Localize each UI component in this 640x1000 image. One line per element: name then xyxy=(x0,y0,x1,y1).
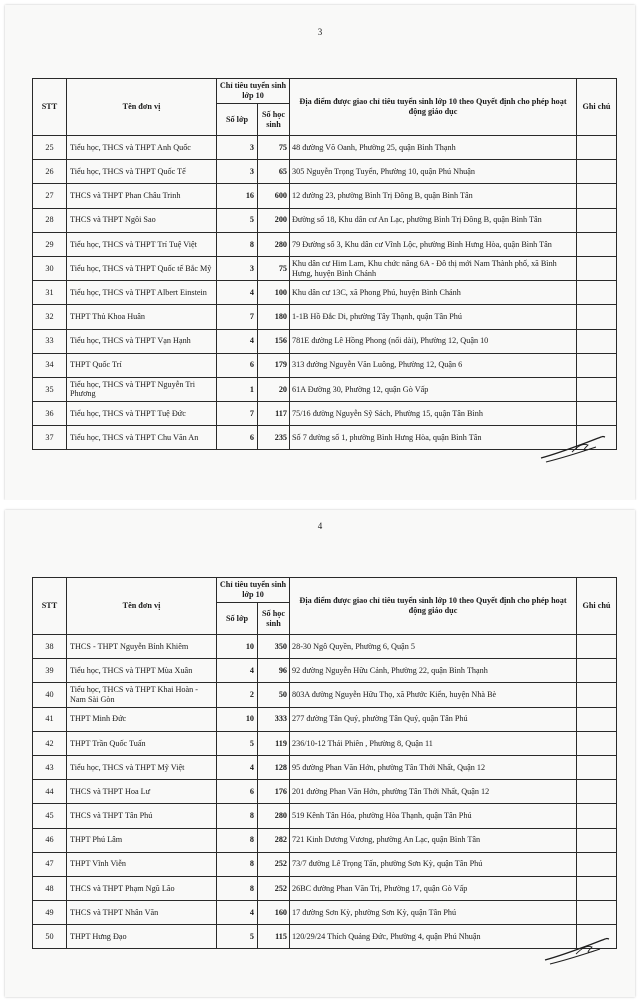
class-count: 4 xyxy=(217,281,258,305)
school-address: 95 đường Phan Văn Hớn, phường Tân Thới Nhất, Quận 12 xyxy=(290,755,577,779)
row-number: 32 xyxy=(33,305,67,329)
row-number: 46 xyxy=(33,828,67,852)
school-name: THPT Thủ Khoa Huân xyxy=(67,305,217,329)
table-row xyxy=(33,925,617,949)
student-count: 119 xyxy=(258,731,290,755)
school-address: 73/7 đường Lê Trọng Tấn, phường Sơn Kỳ, quận Tân Phú xyxy=(290,852,577,876)
student-count: 350 xyxy=(258,635,290,659)
row-number: 29 xyxy=(33,232,67,256)
school-name: THCS và THPT Phạm Ngũ Lão xyxy=(67,876,217,900)
row-number: 36 xyxy=(33,402,67,426)
page-number: 3 xyxy=(317,27,323,37)
student-count: 600 xyxy=(258,184,290,208)
class-count: 2 xyxy=(217,683,258,707)
student-count: 252 xyxy=(258,876,290,900)
student-count: 156 xyxy=(258,329,290,353)
page-number: 4 xyxy=(317,521,323,531)
school-name: THPT Vĩnh Viễn xyxy=(67,852,217,876)
note-cell xyxy=(577,305,617,329)
class-count: 8 xyxy=(217,852,258,876)
school-address: 17 đường Sơn Kỳ, phường Sơn Kỳ, quận Tân Phú xyxy=(290,901,577,925)
note-cell xyxy=(577,184,617,208)
school-address: 781E đường Lê Hồng Phong (nối dài), Phường 12, Quận 10 xyxy=(290,329,577,353)
class-count: 4 xyxy=(217,659,258,683)
class-count: 10 xyxy=(217,635,258,659)
row-number: 40 xyxy=(33,683,67,707)
student-count: 100 xyxy=(258,281,290,305)
school-name: Tiểu học, THCS và THPT Anh Quốc xyxy=(67,136,217,160)
note-cell xyxy=(577,208,617,232)
table-row xyxy=(33,281,617,305)
header-location: Địa điểm được giao chỉ tiêu tuyển sinh lớp 10 theo Quyết định cho phép hoạt động giáo dục xyxy=(290,578,577,635)
class-count: 4 xyxy=(217,329,258,353)
school-name: THPT Quốc Trí xyxy=(67,353,217,377)
table-row xyxy=(33,635,617,659)
class-count: 6 xyxy=(217,353,258,377)
class-count: 8 xyxy=(217,828,258,852)
class-count: 7 xyxy=(217,402,258,426)
header-note: Ghi chú xyxy=(577,79,617,136)
school-name: Tiểu học, THCS và THPT Chu Văn An xyxy=(67,426,217,450)
table-row xyxy=(33,731,617,755)
header-unit-name: Tên đơn vị xyxy=(67,578,217,635)
school-address: Khu dân cư 13C, xã Phong Phú, huyện Bình Chánh xyxy=(290,281,577,305)
school-name: THPT Hưng Đạo xyxy=(67,925,217,949)
school-name: THCS và THPT Hoa Lư xyxy=(67,780,217,804)
table-row xyxy=(33,683,617,707)
header-quota: Chỉ tiêu tuyển sinh lớp 10 xyxy=(217,578,290,603)
row-number: 39 xyxy=(33,659,67,683)
school-name: Tiểu học, THCS và THPT Quốc Tế xyxy=(67,160,217,184)
quota-table xyxy=(32,577,617,949)
header-students: Số học sinh xyxy=(258,603,290,635)
note-cell xyxy=(577,780,617,804)
note-cell xyxy=(577,828,617,852)
note-cell xyxy=(577,804,617,828)
note-cell xyxy=(577,901,617,925)
row-number: 27 xyxy=(33,184,67,208)
table-row xyxy=(33,353,617,377)
header-quota: Chỉ tiêu tuyển sinh lớp 10 xyxy=(217,79,290,104)
class-count: 6 xyxy=(217,780,258,804)
school-address: Đường số 18, Khu dân cư An Lạc, phường Bình Trị Đông B, quận Bình Tân xyxy=(290,208,577,232)
class-count: 10 xyxy=(217,707,258,731)
school-name: Tiểu học, THCS và THPT Quốc tế Bắc Mỹ xyxy=(67,256,217,280)
class-count: 4 xyxy=(217,755,258,779)
row-number: 35 xyxy=(33,377,67,401)
document-page-4 xyxy=(5,510,635,997)
note-cell xyxy=(577,635,617,659)
class-count: 8 xyxy=(217,876,258,900)
row-number: 49 xyxy=(33,901,67,925)
student-count: 50 xyxy=(258,683,290,707)
header-stt: STT xyxy=(33,79,67,136)
school-address: Số 7 đường số 1, phường Bình Hưng Hòa, quận Bình Tân xyxy=(290,426,577,450)
row-number: 28 xyxy=(33,208,67,232)
school-name: Tiểu học, THCS và THPT Albert Einstein xyxy=(67,281,217,305)
table-row xyxy=(33,136,617,160)
class-count: 6 xyxy=(217,426,258,450)
table-row xyxy=(33,852,617,876)
row-number: 42 xyxy=(33,731,67,755)
student-count: 128 xyxy=(258,755,290,779)
student-count: 75 xyxy=(258,256,290,280)
student-count: 115 xyxy=(258,925,290,949)
class-count: 5 xyxy=(217,731,258,755)
table-row xyxy=(33,256,617,280)
class-count: 8 xyxy=(217,804,258,828)
school-name: THCS và THPT Phan Châu Trinh xyxy=(67,184,217,208)
student-count: 75 xyxy=(258,136,290,160)
school-name: THCS và THPT Ngôi Sao xyxy=(67,208,217,232)
school-address: 48 đường Võ Oanh, Phường 25, quận Bình Thạnh xyxy=(290,136,577,160)
document-page-3 xyxy=(5,5,635,500)
school-address: 803A đường Nguyễn Hữu Thọ, xã Phước Kiển, huyện Nhà Bè xyxy=(290,683,577,707)
row-number: 33 xyxy=(33,329,67,353)
student-count: 333 xyxy=(258,707,290,731)
school-name: THCS - THPT Nguyễn Bỉnh Khiêm xyxy=(67,635,217,659)
student-count: 280 xyxy=(258,232,290,256)
class-count: 3 xyxy=(217,256,258,280)
table-row xyxy=(33,232,617,256)
student-count: 235 xyxy=(258,426,290,450)
school-name: Tiểu học, THCS và THPT Mùa Xuân xyxy=(67,659,217,683)
student-count: 179 xyxy=(258,353,290,377)
header-classes: Số lớp xyxy=(217,104,258,136)
school-name: Tiểu học, THCS và THPT Tuệ Đức xyxy=(67,402,217,426)
school-name: Tiểu học, THCS và THPT Khai Hoàn - Nam Sài Gòn xyxy=(67,683,217,707)
table-row xyxy=(33,828,617,852)
student-count: 20 xyxy=(258,377,290,401)
class-count: 3 xyxy=(217,136,258,160)
table-row xyxy=(33,780,617,804)
row-number: 31 xyxy=(33,281,67,305)
school-name: Tiểu học, THCS và THPT Mỹ Việt xyxy=(67,755,217,779)
student-count: 176 xyxy=(258,780,290,804)
note-cell xyxy=(577,876,617,900)
table-row xyxy=(33,329,617,353)
school-name: Tiểu học, THCS và THPT Vạn Hạnh xyxy=(67,329,217,353)
note-cell xyxy=(577,232,617,256)
school-address: 313 đường Nguyễn Văn Luông, Phường 12, Quận 6 xyxy=(290,353,577,377)
school-address: 201 đường Phan Văn Hớn, phường Tân Thới Nhất, Quận 12 xyxy=(290,780,577,804)
note-cell xyxy=(577,707,617,731)
note-cell xyxy=(577,755,617,779)
row-number: 38 xyxy=(33,635,67,659)
student-count: 96 xyxy=(258,659,290,683)
class-count: 5 xyxy=(217,925,258,949)
header-note: Ghi chú xyxy=(577,578,617,635)
note-cell xyxy=(577,281,617,305)
row-number: 34 xyxy=(33,353,67,377)
school-address: 277 đường Tân Quý, phường Tân Quý, quận Tân Phú xyxy=(290,707,577,731)
student-count: 117 xyxy=(258,402,290,426)
class-count: 16 xyxy=(217,184,258,208)
school-name: THCS và THPT Tân Phú xyxy=(67,804,217,828)
table-row xyxy=(33,755,617,779)
row-number: 37 xyxy=(33,426,67,450)
school-address: 1-1B Hồ Đắc Di, phường Tây Thạnh, quận Tân Phú xyxy=(290,305,577,329)
school-name: THPT Minh Đức xyxy=(67,707,217,731)
class-count: 4 xyxy=(217,901,258,925)
row-number: 30 xyxy=(33,256,67,280)
student-count: 180 xyxy=(258,305,290,329)
note-cell xyxy=(577,731,617,755)
row-number: 48 xyxy=(33,876,67,900)
student-count: 200 xyxy=(258,208,290,232)
row-number: 47 xyxy=(33,852,67,876)
school-name: Tiểu học, THCS và THPT Trí Tuệ Việt xyxy=(67,232,217,256)
row-number: 44 xyxy=(33,780,67,804)
school-address: Khu dân cư Him Lam, Khu chức năng 6A - Đô thị mới Nam Thành phố, xã Bình Hưng, huyện Bình Chánh xyxy=(290,256,577,280)
student-count: 280 xyxy=(258,804,290,828)
note-cell xyxy=(577,659,617,683)
school-address: 75/16 đường Nguyễn Sỹ Sách, Phường 15, quận Tân Bình xyxy=(290,402,577,426)
row-number: 43 xyxy=(33,755,67,779)
table-row xyxy=(33,659,617,683)
class-count: 7 xyxy=(217,305,258,329)
student-count: 252 xyxy=(258,852,290,876)
header-unit-name: Tên đơn vị xyxy=(67,79,217,136)
table-row xyxy=(33,707,617,731)
table-row xyxy=(33,305,617,329)
signature-mark xyxy=(538,425,608,465)
header-location: Địa điểm được giao chỉ tiêu tuyển sinh lớp 10 theo Quyết định cho phép hoạt động giáo dục xyxy=(290,79,577,136)
class-count: 8 xyxy=(217,232,258,256)
school-address: 61A Đường 30, Phường 12, quận Gò Vấp xyxy=(290,377,577,401)
school-address: 92 đường Nguyễn Hữu Cảnh, Phường 22, quận Bình Thạnh xyxy=(290,659,577,683)
table-row xyxy=(33,876,617,900)
class-count: 5 xyxy=(217,208,258,232)
header-stt: STT xyxy=(33,578,67,635)
row-number: 41 xyxy=(33,707,67,731)
quota-table xyxy=(32,78,617,450)
school-address: 305 Nguyễn Trọng Tuyển, Phường 10, quận Phú Nhuận xyxy=(290,160,577,184)
note-cell xyxy=(577,353,617,377)
class-count: 3 xyxy=(217,160,258,184)
row-number: 26 xyxy=(33,160,67,184)
class-count: 1 xyxy=(217,377,258,401)
note-cell xyxy=(577,377,617,401)
school-name: THCS và THPT Nhân Văn xyxy=(67,901,217,925)
header-students: Số học sinh xyxy=(258,104,290,136)
header-classes: Số lớp xyxy=(217,603,258,635)
note-cell xyxy=(577,852,617,876)
table-row xyxy=(33,426,617,450)
student-count: 65 xyxy=(258,160,290,184)
school-name: THPT Trần Quốc Tuấn xyxy=(67,731,217,755)
table-row xyxy=(33,901,617,925)
school-address: 26BC đường Phan Văn Trị, Phường 17, quận Gò Vấp xyxy=(290,876,577,900)
school-address: 236/10-12 Thái Phiên , Phường 8, Quận 11 xyxy=(290,731,577,755)
table-row xyxy=(33,184,617,208)
note-cell xyxy=(577,683,617,707)
school-address: 519 Kênh Tân Hóa, phường Hòa Thạnh, quận Tân Phú xyxy=(290,804,577,828)
note-cell xyxy=(577,160,617,184)
school-address: 120/29/24 Thích Quảng Đức, Phường 4, quận Phú Nhuận xyxy=(290,925,577,949)
signature-mark xyxy=(542,927,612,967)
note-cell xyxy=(577,256,617,280)
table-row xyxy=(33,804,617,828)
row-number: 50 xyxy=(33,925,67,949)
school-address: 79 Đường số 3, Khu dân cư Vĩnh Lộc, phường Bình Hưng Hòa, quận Bình Tân xyxy=(290,232,577,256)
school-address: 721 Kinh Dương Vương, phường An Lạc, quận Bình Tân xyxy=(290,828,577,852)
student-count: 160 xyxy=(258,901,290,925)
row-number: 45 xyxy=(33,804,67,828)
school-address: 28-30 Ngô Quyền, Phường 6, Quận 5 xyxy=(290,635,577,659)
school-name: Tiểu học, THCS và THPT Nguyễn Tri Phương xyxy=(67,377,217,401)
table-row xyxy=(33,160,617,184)
student-count: 282 xyxy=(258,828,290,852)
note-cell xyxy=(577,402,617,426)
table-row xyxy=(33,377,617,401)
note-cell xyxy=(577,136,617,160)
note-cell xyxy=(577,329,617,353)
school-name: THPT Phú Lâm xyxy=(67,828,217,852)
table-row xyxy=(33,402,617,426)
school-address: 12 đường 23, phường Bình Trị Đông B, quận Bình Tân xyxy=(290,184,577,208)
table-row xyxy=(33,208,617,232)
page-gap xyxy=(0,500,640,510)
row-number: 25 xyxy=(33,136,67,160)
